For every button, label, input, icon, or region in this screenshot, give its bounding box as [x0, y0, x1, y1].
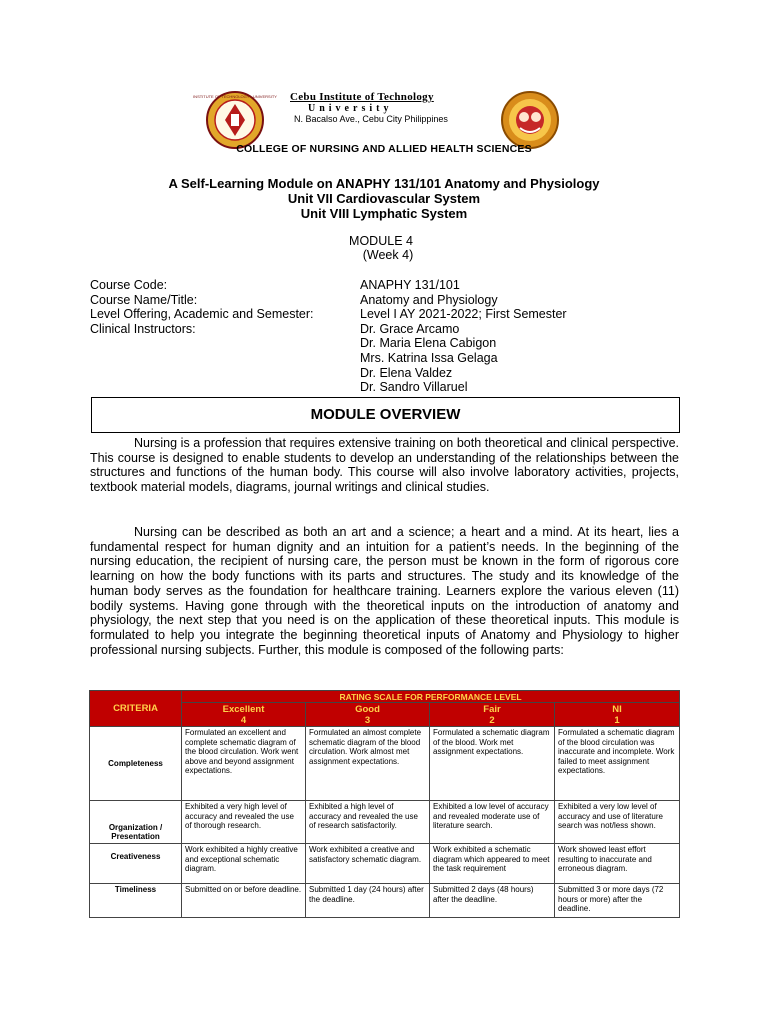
table-row — [90, 801, 680, 844]
module-title-line2: Unit VII Cardiovascular System — [287, 191, 481, 206]
module-title-line3: Unit VIII Lymphatic System — [300, 206, 468, 221]
level-name: Good — [355, 703, 380, 715]
rubric-cell: Exhibited a high level of accuracy and revealed the use of research satisfactorily. — [306, 801, 430, 844]
course-name-value: Anatomy and Physiology — [360, 292, 498, 307]
instructor-item: Dr. Elena Valdez — [360, 365, 453, 380]
module-week: (Week 4) — [362, 248, 414, 262]
rubric-cell: Exhibited a very low level of accuracy and use of literature search was not/less shown. — [555, 801, 680, 844]
module-title-line1: A Self-Learning Module on ANAPHY 131/101 Anatomy and Physiology — [168, 176, 600, 191]
level-header-fair — [430, 703, 555, 727]
course-info-labels — [90, 278, 314, 336]
module-number-block — [346, 234, 416, 262]
overview-paragraph-2-text: Nursing can be described as both an art and a science; a heart and a mind. At its heart, lies a fundamental respect for human dignity and an intuition for a patient’s needs. In the beginning of the nursing education, the recipient of nursing care, the person must be known in the form of rigorous core learning on how the body functions with its parts and structures. The study and its knowledge of the human body serves as the foundation for healthcare training. Learners explore the various eleven (11) bodily systems. Having gone through with the theoretical inputs on the introduction of anatomy and physiology, the next step that you need is on the application of these theoretical inputs. This module is formulated to help you integrate the beginning theoretical inputs of Anatomy and Physiology to higher professional nursing subjects. Further, this module is composed of the following parts: — [90, 525, 679, 657]
instructor-item: Dr. Grace Arcamo — [360, 321, 460, 336]
institution-address: N. Bacalso Ave., Cebu City Philippines — [294, 114, 448, 124]
course-code-label: Course Code: — [90, 278, 168, 292]
criterion-cell: Completeness — [90, 727, 182, 801]
course-name-label: Course Name/Title: — [90, 292, 198, 307]
module-title-block — [0, 176, 768, 221]
rubric-cell: Submitted 2 days (48 hours) after the deadline. — [430, 884, 555, 918]
institution-subtitle: University — [308, 103, 393, 114]
level-header-ni — [555, 703, 680, 727]
module-overview-heading: MODULE OVERVIEW — [91, 397, 680, 433]
instructor-item: Dr. Maria Elena Cabigon — [360, 336, 497, 351]
rubric-cell: Exhibited a low level of accuracy and revealed moderate use of literature search. — [430, 801, 555, 844]
overview-paragraph-1 — [90, 436, 679, 495]
course-info-values — [360, 278, 567, 395]
rubric-cell: Submitted on or before deadline. — [182, 884, 306, 918]
module-number: MODULE 4 — [349, 234, 413, 248]
level-offering-label: Level Offering, Academic and Semester: — [90, 307, 314, 322]
criteria-header: CRITERIA — [90, 691, 182, 727]
rubric-cell: Submitted 1 day (24 hours) after the deadline. — [306, 884, 430, 918]
level-name: NI — [612, 703, 622, 715]
level-score: 1 — [614, 714, 620, 726]
table-row — [90, 884, 680, 918]
instructor-item: Mrs. Katrina Issa Gelaga — [360, 350, 498, 365]
clinical-instructors-label: Clinical Instructors: — [90, 321, 196, 336]
rubric-cell: Work exhibited a creative and satisfactory schematic diagram. — [306, 844, 430, 884]
rubric-cell: Formulated a schematic diagram of the blood circulation was inaccurate and incomplete. Work failed to meet assignment expectations. — [555, 727, 680, 801]
course-code-value: ANAPHY 131/101 — [360, 278, 460, 292]
rubric-cell: Formulated a schematic diagram of the blood. Work met assignment expectations. — [430, 727, 555, 801]
criterion-cell: Organization / Presentation — [90, 801, 182, 844]
level-score: 4 — [240, 714, 247, 726]
rubric-cell: Work showed least effort resulting to inaccurate and erroneous diagram. — [555, 844, 680, 884]
table-row — [90, 844, 680, 884]
level-score: 3 — [364, 714, 371, 726]
overview-paragraph-2 — [90, 525, 679, 657]
instructor-item: Dr. Sandro Villaruel — [360, 380, 468, 395]
level-name: Excellent — [222, 703, 265, 715]
level-offering-value: Level I AY 2021-2022; First Semester — [360, 307, 567, 322]
college-name: COLLEGE OF NURSING AND ALLIED HEALTH SCIENCES — [236, 143, 532, 155]
overview-paragraph-1-text: Nursing is a profession that requires extensive training on both theoretical and clinical perspective. This course is designed to enable students to develop an understanding of the relationships between the structures and functions of the human body. This course will also involve laboratory activities, projects, textbook material models, diagrams, journal writings and clinical studies. — [90, 436, 679, 495]
rubric-cell: Work exhibited a highly creative and exceptional schematic diagram. — [182, 844, 306, 884]
level-score: 2 — [489, 714, 495, 726]
rubric-cell: Work exhibited a schematic diagram which appeared to meet the task requirement — [430, 844, 555, 884]
level-name: Fair — [483, 703, 501, 715]
institution-name-block — [290, 91, 490, 124]
rating-scale-header: RATING SCALE FOR PERFORMANCE LEVEL — [182, 691, 680, 703]
table-row — [90, 727, 680, 801]
level-header-excellent — [182, 703, 306, 727]
rubric-cell: Submitted 3 or more days (72 hours or more) after the deadline. — [555, 884, 680, 918]
left-seal-text: INSTITUTE OF TECHNOLOGY · UNIVERSITY — [193, 94, 277, 99]
college-nursing-seal-right — [500, 90, 560, 150]
cit-university-seal-left — [193, 90, 277, 150]
institution-name: Cebu Institute of Technology — [290, 91, 434, 103]
rubric-cell: Formulated an almost complete schematic diagram of the blood circulation. Work almost met assignment expectations. — [306, 727, 430, 801]
criterion-cell: Timeliness — [90, 884, 182, 918]
rubric-cell: Exhibited a very high level of accuracy and revealed the use of thorough research. — [182, 801, 306, 844]
rubric-cell: Formulated an excellent and complete schematic diagram of the blood circulation. Work went above and beyond assignment expectations. — [182, 727, 306, 801]
rating-rubric-table — [89, 690, 680, 918]
criterion-cell: Creativeness — [90, 844, 182, 884]
level-header-good — [306, 703, 430, 727]
